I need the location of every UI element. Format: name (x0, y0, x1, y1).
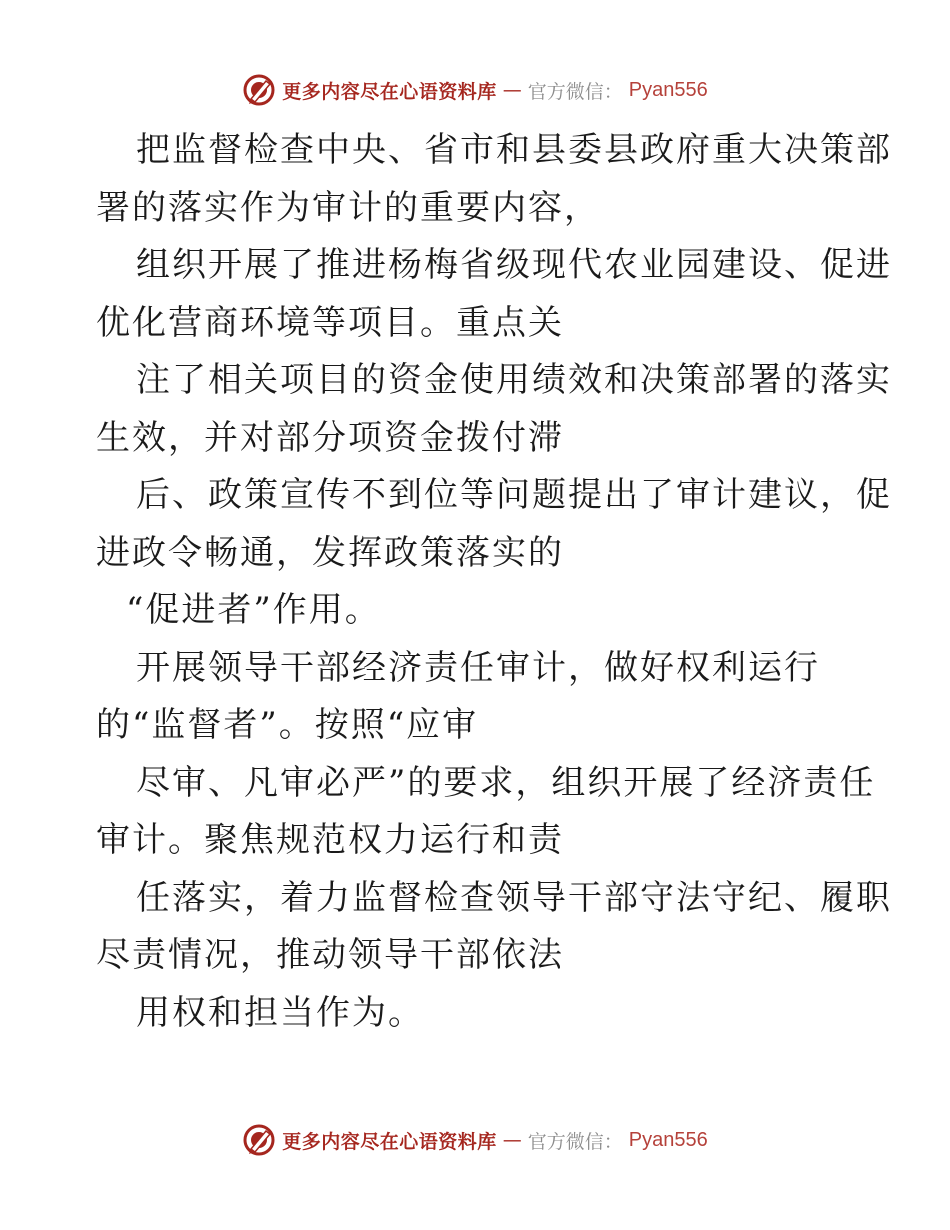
footer-brand-text: 更多内容尽在心语资料库 (282, 1130, 497, 1153)
footer-banner (0, 1120, 950, 1160)
body-line: “促进者”作用。 (126, 590, 381, 630)
footer-dash: — (502, 1129, 522, 1151)
footer-wechat-id: Pyan556 (628, 1128, 708, 1151)
body-line: 把监督检查中央、省市和县委县政府重大决策部 (136, 130, 892, 170)
document-body (96, 122, 892, 1042)
body-line: 尽责情况，推动领导干部依法 (96, 935, 564, 975)
body-line: 的“监督者”。按照“应审 (96, 705, 479, 745)
body-line: 进政令畅通，发挥政策落实的 (96, 532, 564, 573)
header-wechat-label: 官方微信： (527, 80, 623, 103)
header-wechat-id: Pyan556 (628, 78, 708, 101)
body-line: 生效，并对部分项资金拨付滞 (96, 417, 564, 458)
header-dash: — (502, 79, 522, 101)
pen-logo-icon (242, 1123, 276, 1157)
body-line: 审计。聚焦规范权力运行和责 (96, 820, 564, 860)
body-line: 用权和担当作为。 (136, 992, 424, 1033)
footer-wechat-label: 官方微信： (527, 1130, 623, 1153)
body-line: 后、政策宣传不到位等问题提出了审计建议，促 (136, 475, 892, 515)
header-banner (0, 70, 950, 110)
body-line: 尽审、凡审必严”的要求，组织开展了经济责任 (136, 762, 876, 803)
body-line: 注了相关项目的资金使用绩效和决策部署的落实 (136, 360, 892, 400)
body-line: 署的落实作为审计的重要内容， (96, 187, 600, 228)
body-line: 开展领导干部经济责任审计，做好权利运行 (136, 647, 820, 688)
header-brand-text: 更多内容尽在心语资料库 (282, 80, 497, 103)
body-line: 任落实，着力监督检查领导干部守法守纪、履职 (136, 877, 892, 918)
body-line: 优化营商环境等项目。重点关 (96, 302, 564, 343)
pen-logo-icon (242, 73, 276, 107)
body-line: 组织开展了推进杨梅省级现代农业园建设、促进 (136, 245, 892, 285)
